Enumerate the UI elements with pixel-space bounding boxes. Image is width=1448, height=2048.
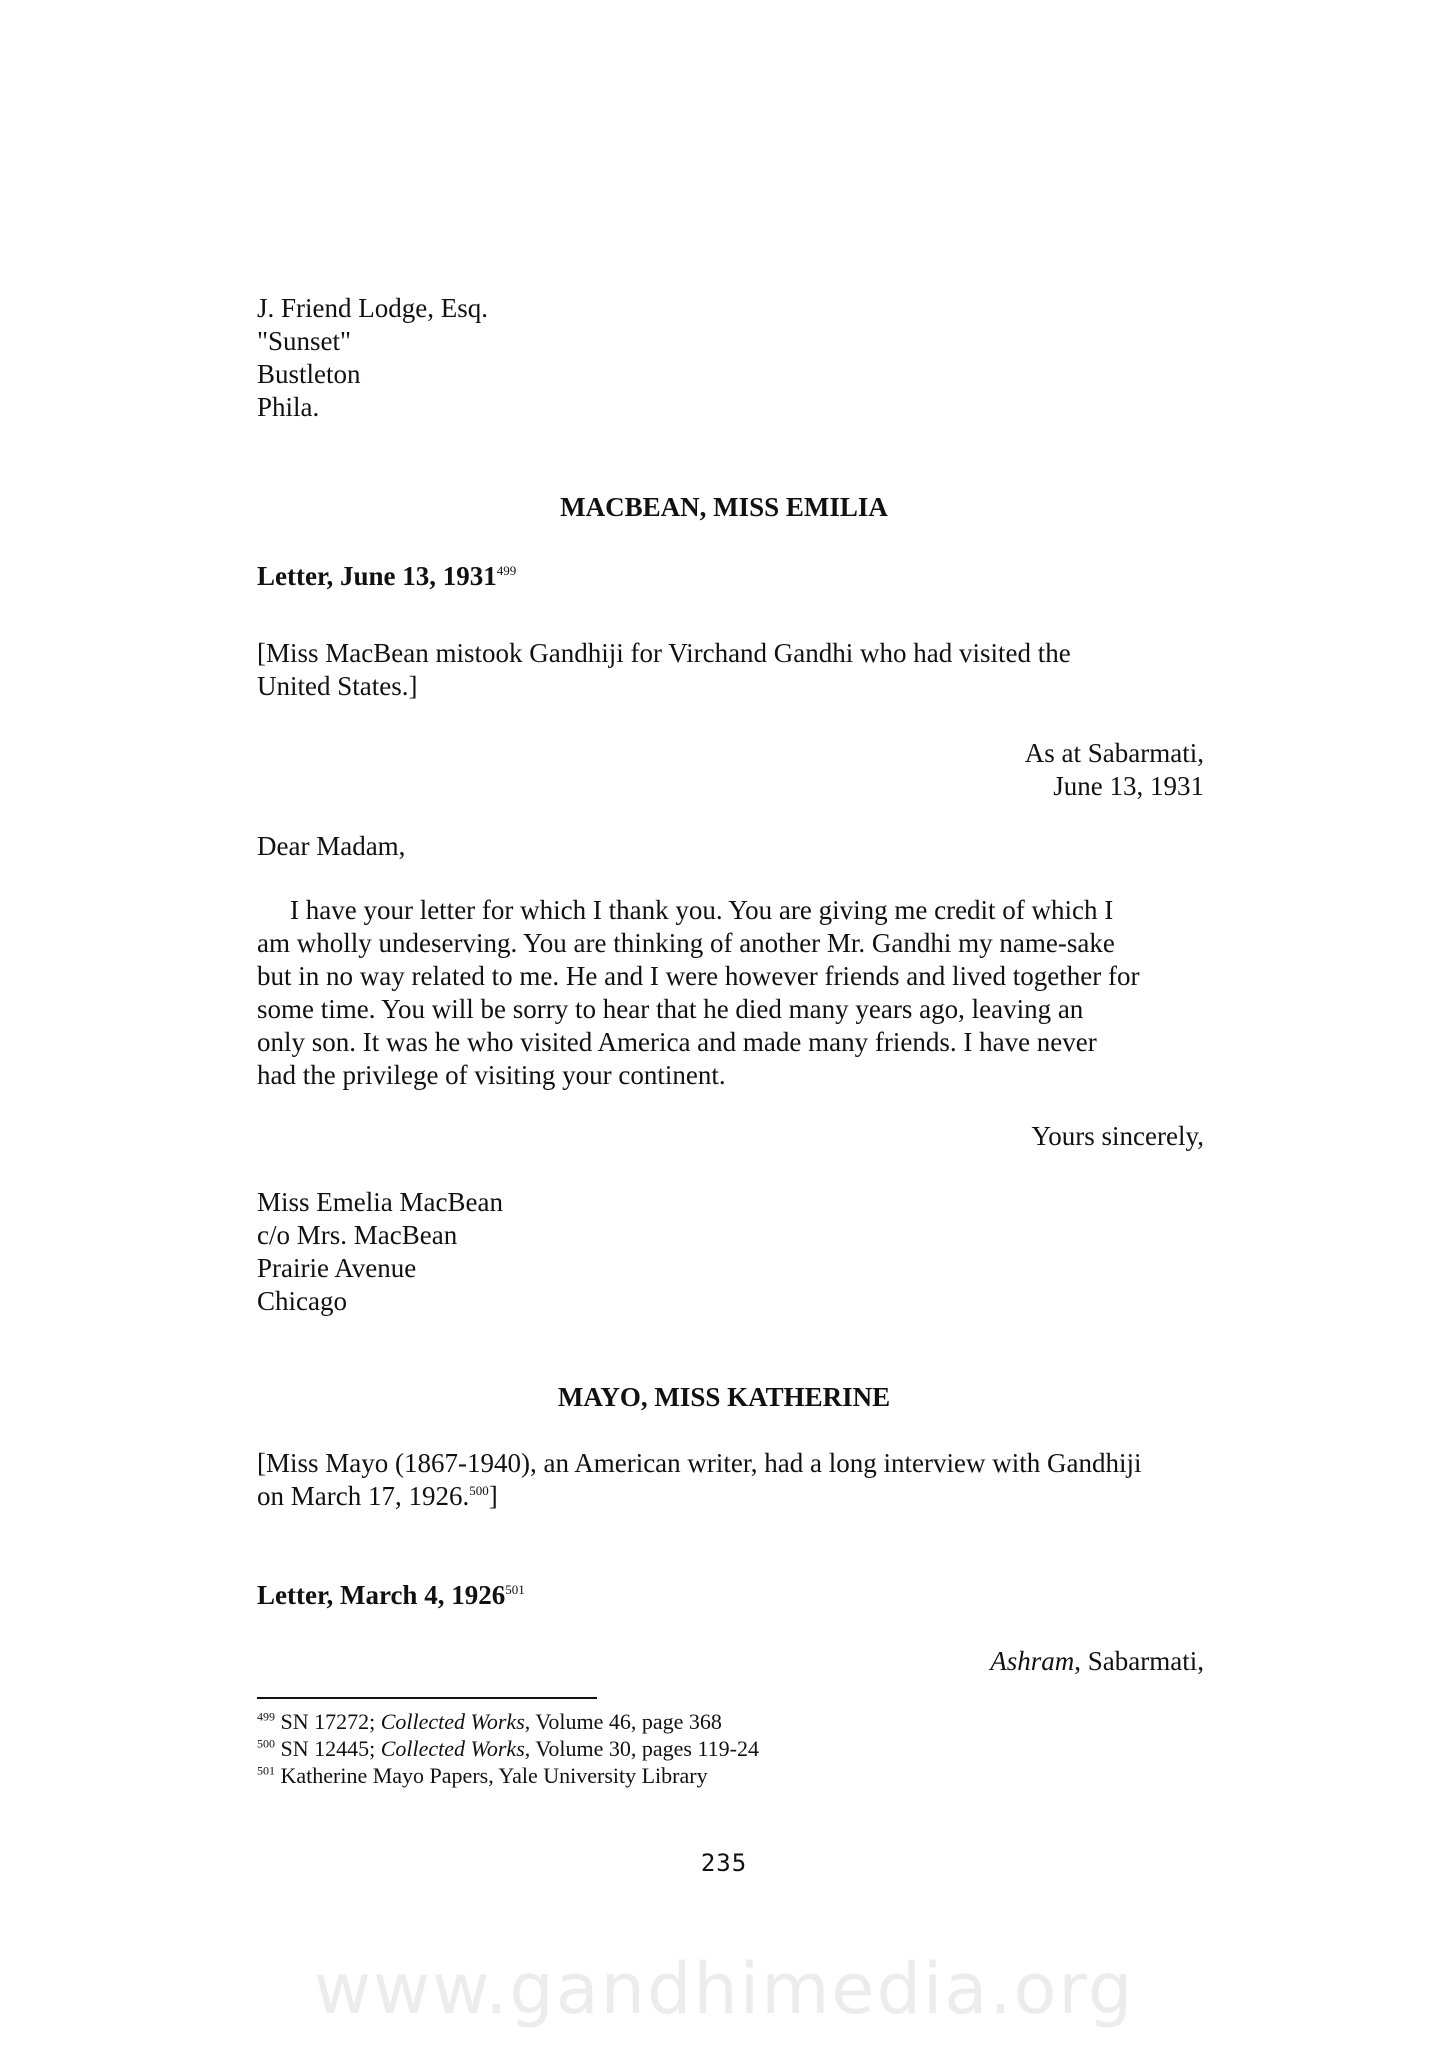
footnote-number: 499 bbox=[257, 1709, 275, 1724]
editorial-note-macbean bbox=[257, 637, 1197, 703]
footnote-number: 500 bbox=[257, 1736, 275, 1751]
footnote-500 bbox=[257, 1735, 1157, 1762]
page-number: 235 bbox=[700, 1849, 748, 1877]
watermark: www.gandhimedia.org bbox=[313, 1948, 1135, 2030]
footnote-text: , Volume 46, page 368 bbox=[524, 1709, 722, 1734]
letter-place-date bbox=[257, 737, 1204, 803]
address-line: "Sunset" bbox=[257, 326, 352, 356]
note-text: ] bbox=[488, 1481, 498, 1511]
letter-date: June 13, 1931 bbox=[1053, 771, 1204, 801]
footnote-text: SN 12445; bbox=[275, 1736, 381, 1761]
editorial-note-mayo bbox=[257, 1447, 1197, 1513]
address-line: Prairie Avenue bbox=[257, 1253, 417, 1283]
salutation: Dear Madam, bbox=[257, 831, 406, 861]
address-line: J. Friend Lodge, Esq. bbox=[257, 293, 488, 323]
note-line: [Miss MacBean mistook Gandhiji for Virchand Gandhi who had visited the bbox=[257, 638, 1071, 668]
section-heading-mayo: MAYO, MISS KATHERINE bbox=[557, 1382, 891, 1412]
footnote-501 bbox=[257, 1762, 1157, 1789]
footnote-ref: 500 bbox=[469, 1483, 489, 1498]
footnote-text: Katherine Mayo Papers, Yale University Library bbox=[275, 1763, 708, 1788]
place-italic: Ashram bbox=[990, 1646, 1075, 1676]
address-line: Chicago bbox=[257, 1286, 347, 1316]
letter-title-text: Letter, March 4, 1926 bbox=[257, 1580, 506, 1610]
body-line: had the privilege of visiting your continent. bbox=[257, 1060, 726, 1090]
footnote-italic: Collected Works bbox=[380, 1736, 525, 1761]
letter-title-text: Letter, June 13, 1931 bbox=[257, 561, 497, 591]
letter-place: As at Sabarmati, bbox=[1024, 738, 1204, 768]
body-line: some time. You will be sorry to hear that he died many years ago, leaving an bbox=[257, 994, 1084, 1024]
address-line: Bustleton bbox=[257, 359, 361, 389]
footnote-number: 501 bbox=[257, 1763, 275, 1778]
recipient-address-lodge bbox=[257, 292, 1197, 424]
note-line: [Miss Mayo (1867-1940), an American writer, had a long interview with Gandhiji bbox=[257, 1448, 1142, 1478]
address-line: Miss Emelia MacBean bbox=[257, 1187, 503, 1217]
footnote-separator bbox=[257, 1697, 597, 1699]
letter-title-1926 bbox=[257, 1579, 1197, 1612]
section-heading-macbean: MACBEAN, MISS EMILIA bbox=[560, 492, 888, 522]
address-line: Phila. bbox=[257, 392, 320, 422]
body-line: am wholly undeserving. You are thinking of another Mr. Gandhi my name-sake bbox=[257, 928, 1115, 958]
letter-place-ashram bbox=[257, 1645, 1204, 1678]
body-line: only son. It was he who visited America and made many friends. I have never bbox=[257, 1027, 1097, 1057]
footnote-ref: 499 bbox=[496, 563, 517, 578]
note-text: on March 17, 1926. bbox=[257, 1481, 470, 1511]
address-line: c/o Mrs. MacBean bbox=[257, 1220, 458, 1250]
footnote-ref: 501 bbox=[505, 1582, 525, 1597]
note-line bbox=[257, 1480, 1197, 1513]
place-text: , Sabarmati, bbox=[1074, 1646, 1204, 1676]
body-line: but in no way related to me. He and I were however friends and lived together for bbox=[257, 961, 1140, 991]
body-line: I have your letter for which I thank you. You are giving me credit of which I bbox=[290, 895, 1114, 925]
footnote-text: SN 17272; bbox=[275, 1709, 381, 1734]
note-line: United States.] bbox=[257, 671, 418, 701]
recipient-address-macbean bbox=[257, 1186, 1197, 1318]
footnote-text: , Volume 30, pages 119-24 bbox=[524, 1736, 759, 1761]
footnote-499 bbox=[257, 1708, 1157, 1735]
footnote-italic: Collected Works bbox=[380, 1709, 525, 1734]
letter-closing: Yours sincerely, bbox=[1031, 1121, 1204, 1151]
letter-title-1931 bbox=[257, 560, 1197, 593]
letter-body bbox=[257, 894, 1197, 1092]
